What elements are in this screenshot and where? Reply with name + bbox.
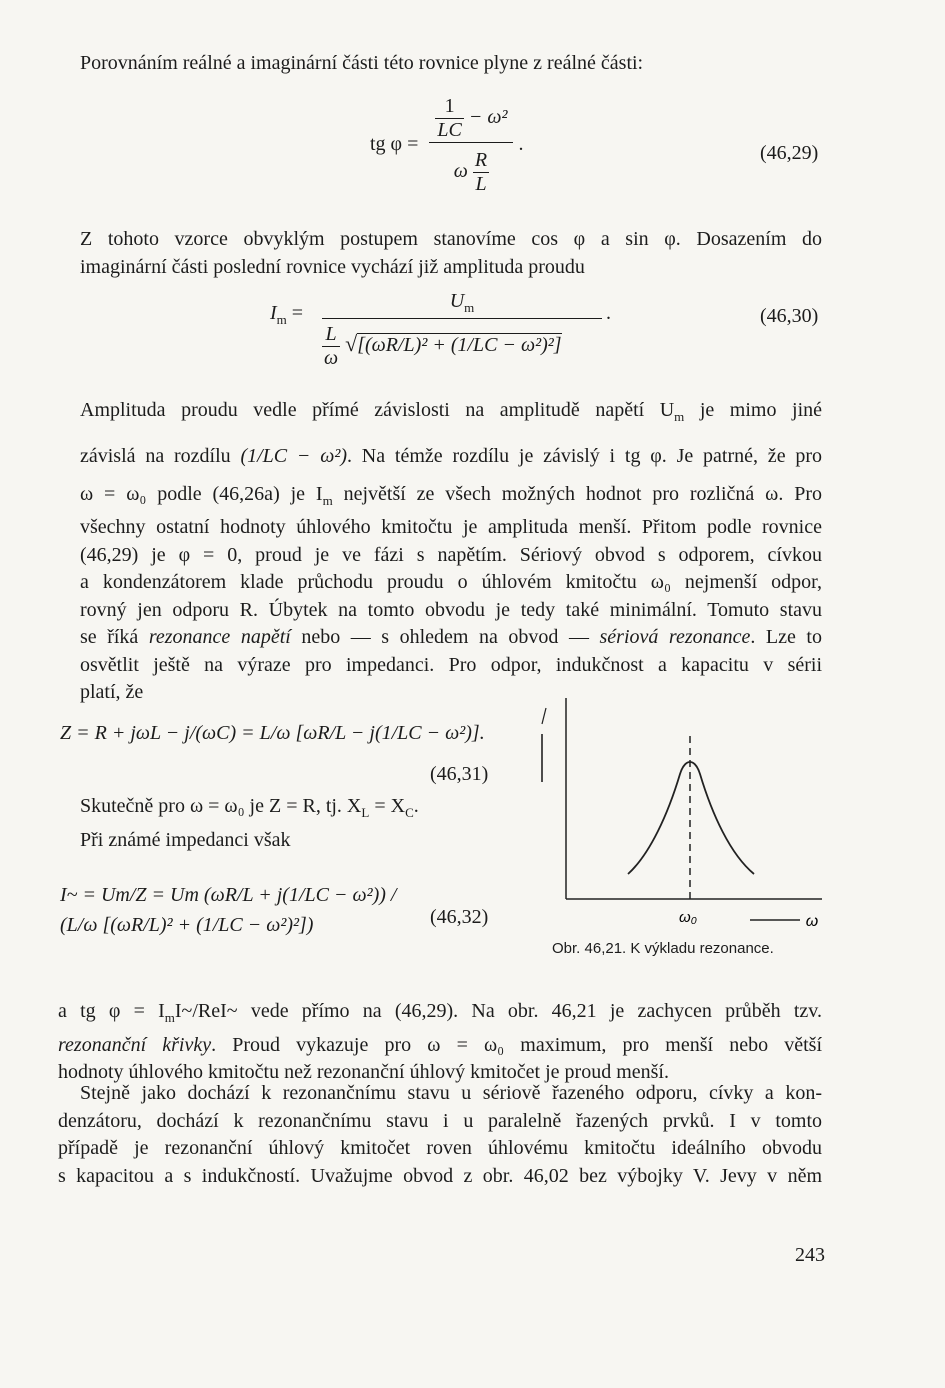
paragraph-5 <box>58 998 822 1087</box>
eq30-lhs: I <box>270 302 277 324</box>
para3-line <box>80 431 822 481</box>
para3-seg: se říká <box>80 626 149 648</box>
para6-line: Stejně jako dochází k rezonančnímu stavu u sériově řazeného odporu, cívky a kon- <box>80 1082 822 1104</box>
eq29-number: (46,29) <box>760 142 819 164</box>
eq29-fraction <box>429 95 513 196</box>
para3-line: (46,29) je φ = 0, proud je ve fázi s napětím. Sériový obvod s odporem, cívkou <box>80 543 822 566</box>
para3-seg: Amplituda proudu vedle přímé závislosti na amplitudě napětí U <box>80 399 675 421</box>
eq30-numerator <box>322 290 602 319</box>
para5-line <box>58 998 822 1032</box>
eq29-numerator <box>429 95 513 143</box>
figure-caption: Obr. 46,21. K výkladu rezonance. <box>552 940 774 957</box>
equation-46-31: Z = R + jωL − j/(ωC) = L/ω [ωR/L − j(1/LC − ω²)]. <box>60 722 485 744</box>
para3-line: všechny ostatní hodnoty úhlového kmitočtu je amplituda menší. Přitom podle rovnice <box>80 516 822 538</box>
omega-zero-label: ω₀ <box>678 909 698 926</box>
eq30-eq: = <box>291 302 304 324</box>
eq29-num-top: 1 <box>435 95 463 119</box>
para4-sub: C <box>405 805 414 820</box>
para6-line: s kapacitou a s indukčností. Uvažujme obvod z obr. 46,02 bez výbojky V. Jevy v něm <box>58 1164 822 1187</box>
para3-seg: . Na témže rozdílu je závislý i tg φ. Je patrné, že pro <box>347 444 823 467</box>
eq30-lhs-sub: m <box>276 312 287 327</box>
equation-46-29 <box>370 95 523 196</box>
para3-line: osvětlit ještě na výraze pro impedanci. Pro odpor, indukčnost a kapacitu v sérii <box>80 653 822 676</box>
para2-line: imaginární části poslední rovnice vychází již amplituda proudu <box>80 255 585 278</box>
eq32-number: (46,32) <box>430 906 489 928</box>
para3-expr: (1/LC − ω²) <box>240 444 347 467</box>
paragraph-6 <box>58 1080 822 1190</box>
eq29-den-bot: L <box>475 173 487 195</box>
para4-seg: . <box>413 795 419 817</box>
para4-line: Při známé impedanci však <box>80 828 291 851</box>
para4-seg: = X <box>369 795 406 817</box>
eq30-denominator <box>322 319 602 370</box>
page-number: 243 <box>795 1244 825 1266</box>
eq30-num: U <box>449 290 465 312</box>
para5-line: hodnoty úhlového kmitočtu než rezonanční úhlový kmitočet je proud menší. <box>58 1061 669 1083</box>
eq30-tail: . <box>606 302 611 324</box>
paragraph-3 <box>80 397 822 707</box>
para5-seg: . Proud vykazuje pro ω = ω₀ maximum, pro menší nebo větší <box>211 1033 822 1056</box>
para3-line: a kondenzátorem klade průchodu proudu o úhlovém kmitočtu ω₀ nejmenší odpor, <box>80 571 822 593</box>
resonance-curve <box>628 762 754 874</box>
eq29-den-pre: ω <box>453 160 468 183</box>
para4-sub: L <box>361 805 370 820</box>
eq30-fraction <box>322 290 602 370</box>
para2-line: Z tohoto vzorce obvyklým postupem stanovíme cos φ a sin φ. Dosazením do <box>80 228 822 250</box>
eq29-num-rest: − ω² <box>468 106 508 129</box>
para3-sub: m <box>674 409 685 424</box>
eq29-num-den: LC <box>437 119 462 141</box>
eq29-den-frac <box>473 149 489 196</box>
eq30-den-bot: ω <box>324 347 339 369</box>
para3-line <box>80 481 822 515</box>
intro-paragraph <box>80 50 822 78</box>
para3-line: rovný jen odporu R. Úbytek na tomto obvodu je tedy také minimální. Tomuto stavu <box>80 598 822 621</box>
para3-italic: sériová rezonance <box>599 626 751 648</box>
para3-line: platí, že <box>80 681 144 703</box>
resonance-curve-figure <box>540 694 825 974</box>
paragraph-2 <box>80 226 822 281</box>
omega-axis-label: ω <box>805 913 819 930</box>
para3-seg: je mimo jiné <box>684 399 822 421</box>
eq30-den-frac <box>322 323 340 370</box>
para5-italic: rezonanční křivky <box>58 1033 212 1056</box>
paragraph-4 <box>80 793 520 854</box>
para5-sub: m <box>164 1010 175 1025</box>
para3-italic: rezonance napětí <box>148 626 291 648</box>
intro-text: Porovnáním reálné a imaginární části této rovnice plyne z reálné části: <box>80 52 644 74</box>
eq30-number: (46,30) <box>760 305 819 327</box>
margin-mark <box>542 708 546 724</box>
para5-line <box>58 1032 822 1060</box>
eq30-den-top: L <box>322 323 340 347</box>
para3-sub: m <box>322 492 333 508</box>
para5-seg: I~/ReI~ vede přímo na (46,29). Na obr. 46,21 je zachycen průběh tzv. <box>174 1000 822 1022</box>
para4-seg: Skutečně pro ω = ω₀ je Z = R, tj. X <box>80 795 362 817</box>
eq29-den-top: R <box>474 149 488 171</box>
para3-seg: ω = ω₀ podle (46,26a) je I <box>80 482 323 505</box>
eq30-root: [(ωR/L)² + (1/LC − ω²)²] <box>357 334 562 357</box>
eq30-num-sub: m <box>464 300 475 315</box>
para6-line: případě je rezonanční úhlový kmitočet roven úhlovému kmitočtu ideálního obvodu <box>58 1137 822 1159</box>
equation-46-30 <box>270 302 303 328</box>
para3-seg: závislá na rozdílu <box>80 444 231 467</box>
para3-line <box>80 624 822 652</box>
eq29-num-frac <box>435 95 463 142</box>
eq31-number: (46,31) <box>430 763 489 785</box>
para4-line <box>80 793 520 827</box>
para3-seg: nebo — s ohledem na obvod — <box>290 626 600 648</box>
equation-46-32: I~ = Um/Z = Um (ωR/L + j(1/LC − ω²)) / (L/ω [(ωR/L)² + (1/LC − ω²)²]) <box>60 884 397 936</box>
eq29-tail: . <box>518 133 524 156</box>
para6-line: denzátoru, dochází k rezonančnímu stavu i u paralelně řazených prvků. I v tomto <box>58 1109 822 1132</box>
eq29-lhs: tg φ = <box>370 133 419 156</box>
para3-seg: . Lze to <box>750 626 822 648</box>
para5-seg: a tg φ = I <box>58 1000 165 1022</box>
para3-line <box>80 397 822 431</box>
para3-seg: největší ze všech možných hodnot pro rozličná ω. Pro <box>332 482 822 505</box>
sqrt-symbol: √ <box>345 331 358 357</box>
eq29-denominator <box>429 143 513 196</box>
